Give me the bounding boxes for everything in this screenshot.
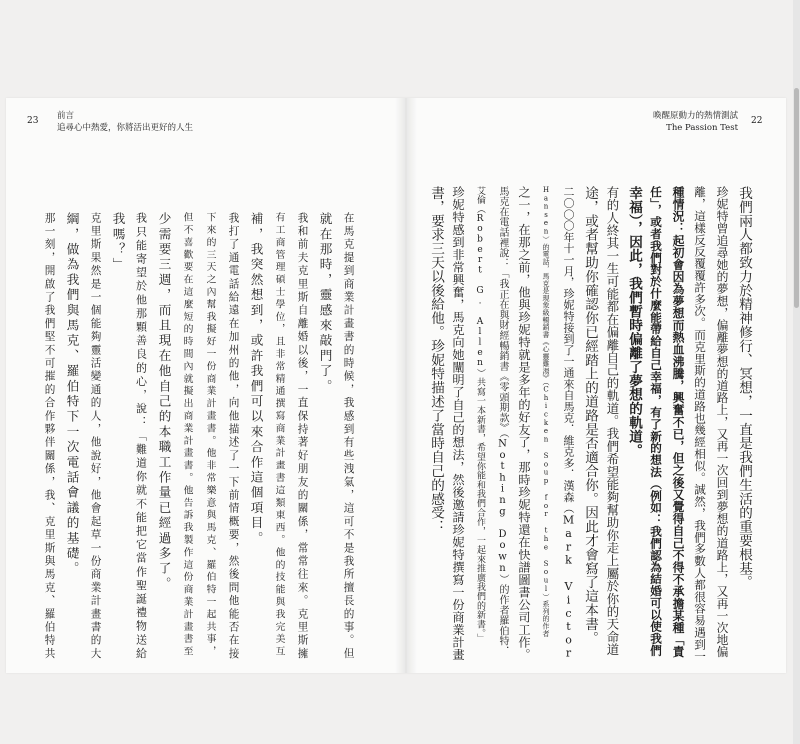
right-page-number: 22 (751, 116, 763, 126)
left-para-6: 我打了通電話給遠在加州的他，向他描述了一下前情概要，然後問他能否在接 (227, 212, 240, 661)
right-para-12: 馬克在電話裡說：「我正在與財經暢銷書《零頭期款》（Nothing Down）的作者羅伯特． (497, 186, 508, 657)
right-header-title: 喚醒原動力的熱情測試 (652, 111, 738, 121)
left-para-2: 就在那時，靈感來敲門了。 (317, 212, 333, 395)
left-para-13: 綱，做為我們與馬克、羅伯特下一次電話會議的基礎。 (64, 212, 80, 577)
right-para-11: 之一，在那之前，他與珍妮特就是多年的好友了，那時珍妮特還在快譜圖書公司工作。 (517, 186, 531, 661)
left-para-8: 但不喜歡要在這麼短的時間內就擬出商業計畫書。他告訴我製作這份商業計畫書至 (181, 212, 193, 659)
right-para-1: 我們兩人都致力於精神修行、冥想，一直是我們生活的重要根基。 (736, 186, 752, 590)
scrollbar-thumb[interactable] (794, 88, 799, 308)
right-para-7: 有的人終其一生可能都在偏離自己的軌道。我們希望能夠幫助你走上屬於你的天命道 (605, 186, 620, 656)
left-para-10: 我只能寄望於他那顆善良的心，說：「難道你就不能把它當作聖誕禮物送給 (134, 212, 148, 661)
right-header-subtitle: The Passion Test (666, 123, 738, 133)
left-para-9: 少需要三週，而且現在他自己的本職工作量已經過多了。 (156, 212, 172, 592)
left-para-14: 那一刻，開啟了我們堅不可摧的合作夥伴關係，我、克里斯與馬克、羅伯特共 (43, 212, 56, 661)
right-para-6: 幸福），因此，我們暫時偏離了夢想的軌道。 (626, 186, 642, 458)
right-para-13: 艾倫（Robert G. Allen）共寫一本新書，希望你能和我們合作，一起來推廣我們的新書。」 (475, 186, 485, 643)
right-para-5: 任」，或者我們對於什麼能帶給自己幸福，有了新的想法（例如：我們認為結婚可以使我們 (649, 186, 663, 657)
left-para-5: 補，我突然想到，或許我們可以來合作這個項目。 (248, 212, 264, 547)
right-para-3: 離，這樣反反覆覆許多次。而克里斯的道路也幾經相似。誠然，我們多數人都很容易遇到一 (693, 186, 707, 662)
left-para-4: 有工商管理碩士學位，且非常精通撰寫商業計畫書這類東西。他的技能與我完美互 (273, 212, 285, 659)
left-header-subtitle: 追尋心中熱愛，你將活出更好的人生 (57, 123, 194, 133)
right-page-header (644, 110, 738, 134)
right-para-2: 珍妮特曾追尋她的夢想，偏離夢想的道路上，又再一次回到夢想的道路上，又再一次地偏 (715, 186, 729, 658)
left-para-12: 克里斯果然是一個能夠靈活變通的人，他說好，他會起草一份商業計畫書的大 (89, 212, 102, 661)
left-para-11: 我嗎？」 (110, 212, 126, 273)
book-gutter (395, 98, 417, 673)
scrollbar[interactable] (793, 0, 800, 744)
right-para-8: 途，或者幫助你確認你已經踏上的道路是否適合你。因此才會寫了這本書。 (582, 186, 598, 645)
right-para-9: 二〇〇〇年十一月，珍妮特接到了一通來自馬克．維克多．漢森（Mark Victor (562, 186, 575, 660)
left-para-3: 我和前夫克里斯自離婚以後，一直保持著好朋友的關係，常常往來。克里斯擁 (296, 212, 309, 661)
left-page-header (57, 110, 193, 134)
right-para-15: 書，要求三天以後給他。珍妮特描述了當時自己的感受： (428, 186, 444, 534)
right-para-4: 種情況：起初會因為夢想而熱血沸騰，興奮不已，但之後又覺得自己不得不承擔某種「責 (671, 186, 685, 658)
left-para-1: 在馬克提到商業計畫書的時候，我感到有些洩氣，這可不是我所擅長的事。但 (342, 212, 355, 661)
right-para-14: 珍妮特感到非常興奮，馬克向她闡明了自己的想法，然後邀請珍妮特撰寫一份商業計畫 (451, 186, 465, 661)
left-page-number: 23 (27, 116, 39, 126)
left-header-chapter: 前言 (57, 111, 75, 121)
right-para-10: Hansen）的電話，馬克是現象級暢銷書《心靈雞湯》（Chicken Soup for the Soul）系列的作者 (542, 186, 550, 637)
left-para-7: 下來的三天之內幫我擬好一份商業計畫書。他非常樂意與馬克、羅伯特一起共事， (204, 212, 216, 659)
